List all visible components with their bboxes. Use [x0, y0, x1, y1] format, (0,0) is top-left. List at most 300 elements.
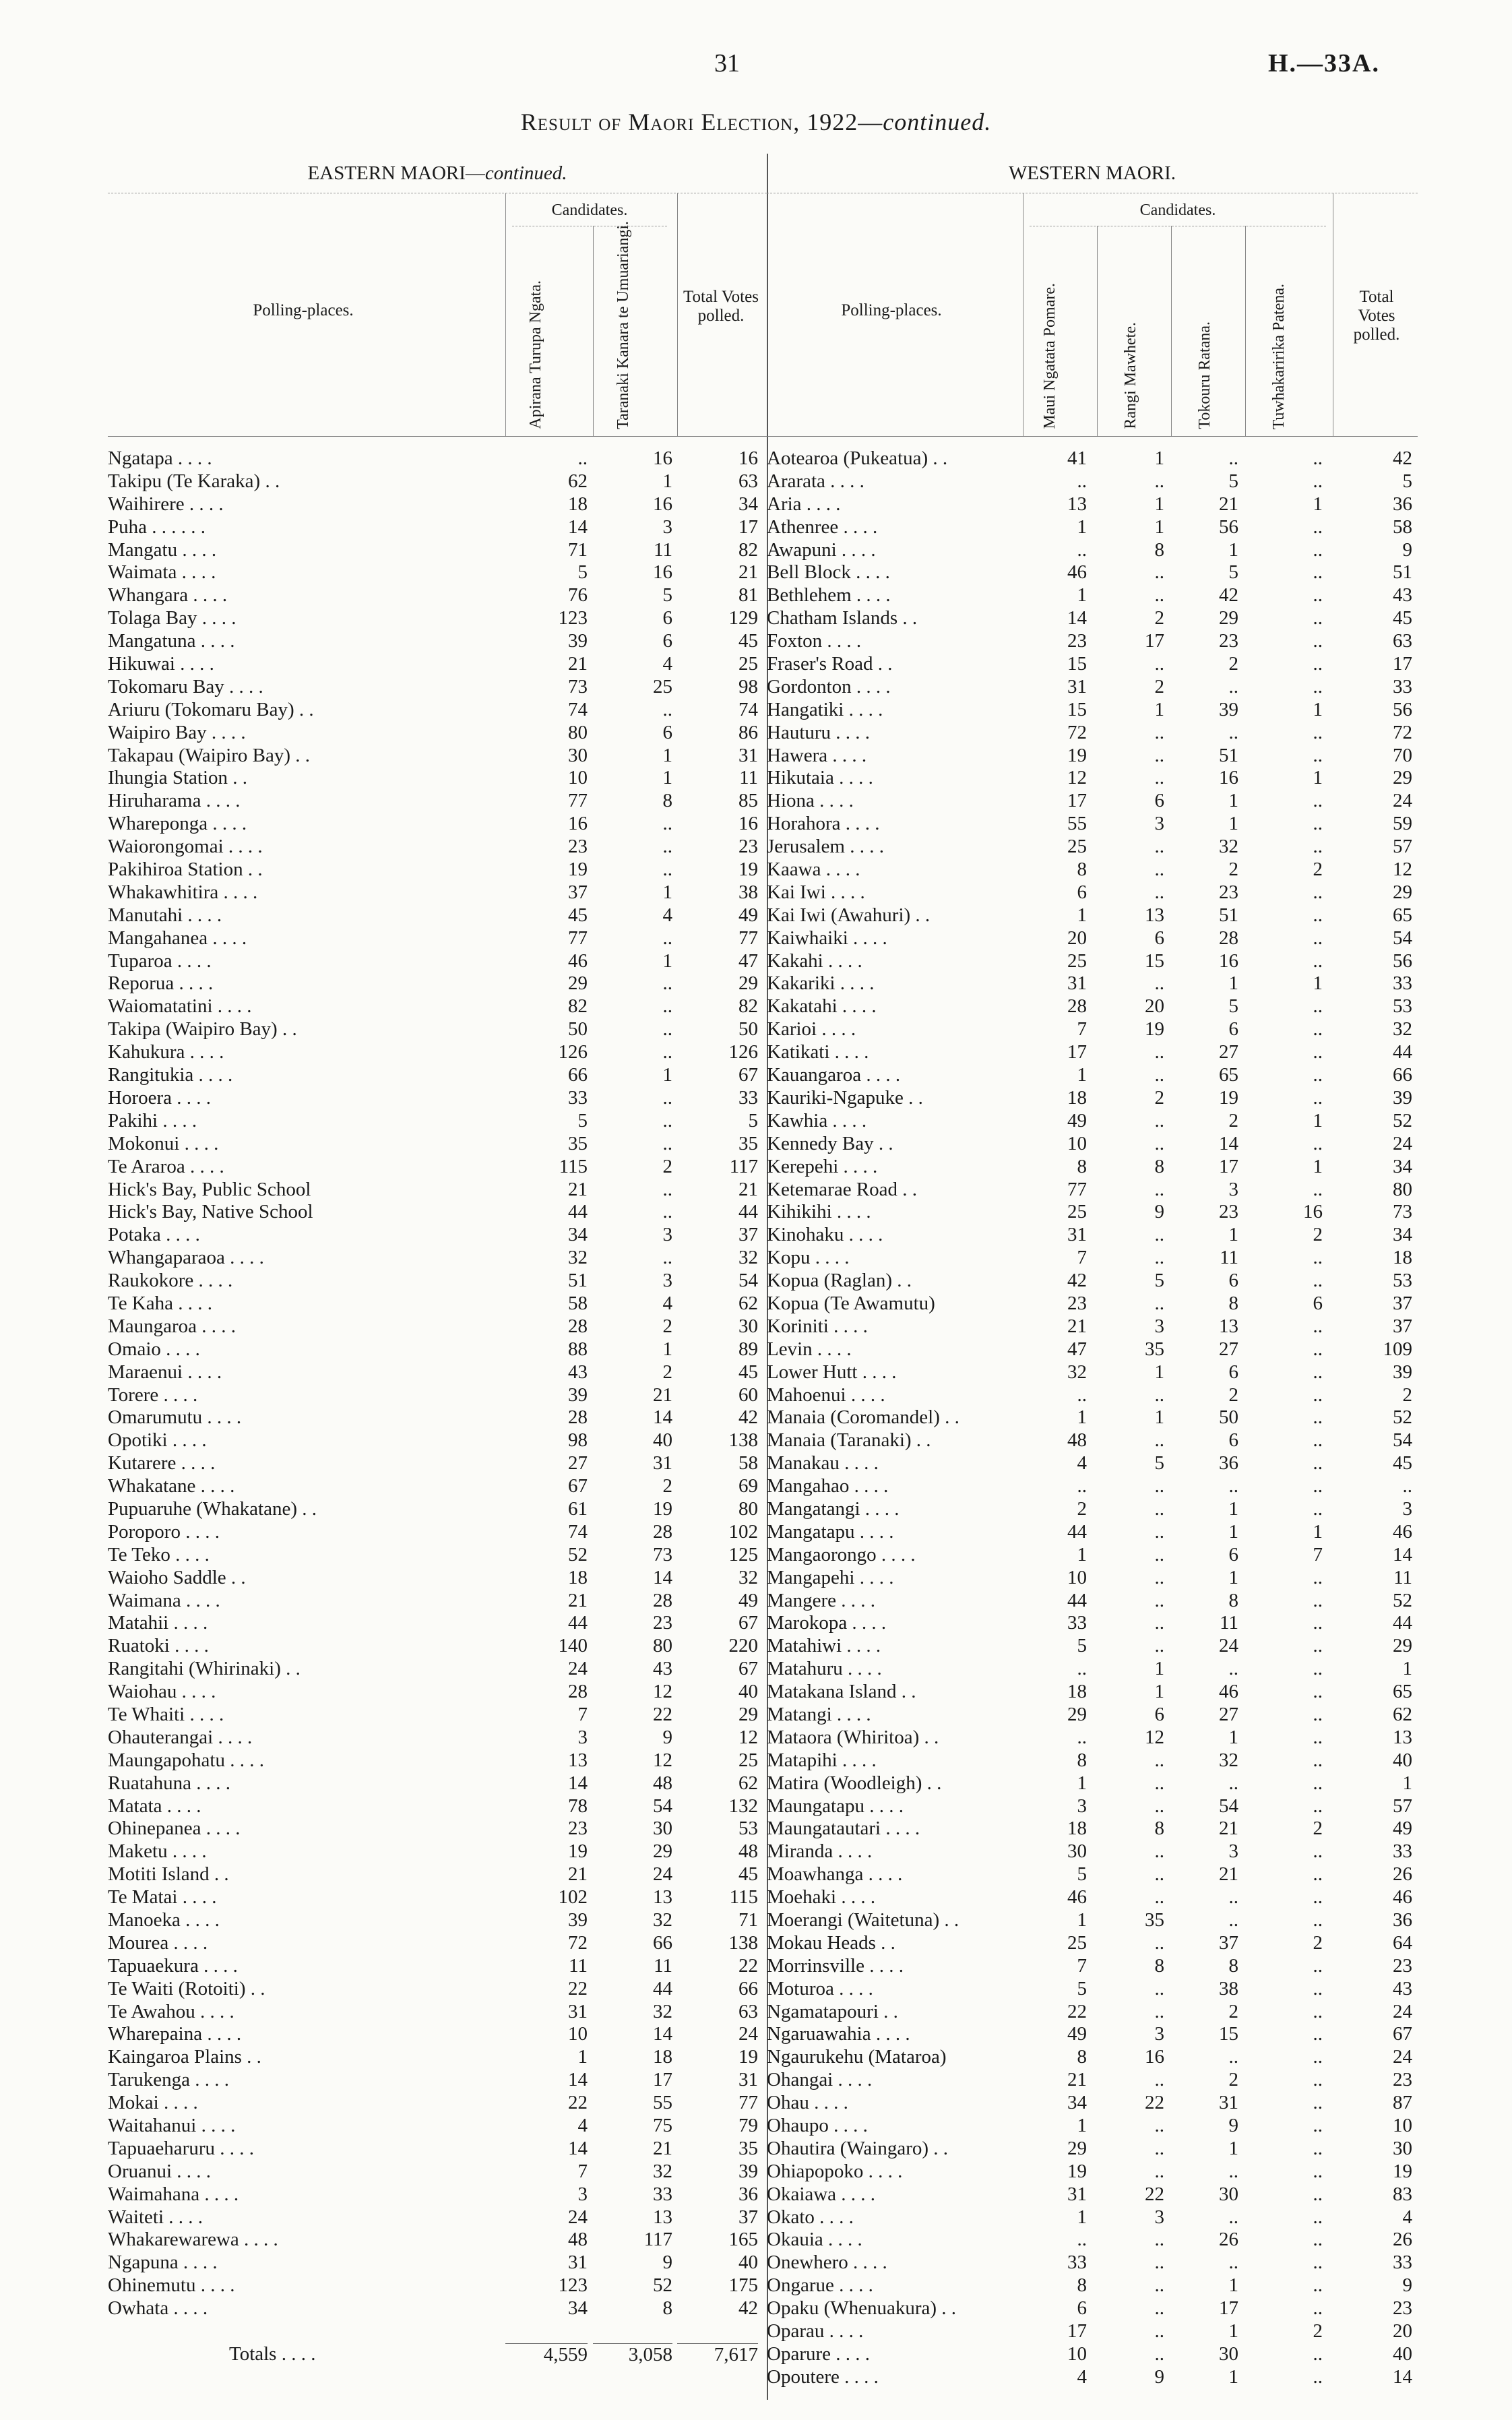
- vote-cell: ..: [1313, 1497, 1323, 1520]
- polling-place-name: Kai Iwi . . . .: [767, 881, 865, 903]
- polling-place-name: Owhata . . . .: [108, 2297, 208, 2320]
- vote-cell: 5: [1077, 1977, 1087, 1999]
- vote-cell: 2: [662, 1475, 672, 1497]
- vote-cell: ..: [1154, 1132, 1164, 1154]
- polling-place-name: Katikati . . . .: [767, 1041, 869, 1063]
- total-votes-cell: 115: [729, 1886, 758, 1909]
- table-row: [767, 1590, 1418, 1613]
- vote-cell: 31: [568, 2000, 588, 2022]
- eastern-polling-table: [108, 447, 767, 2320]
- western-candidates-label: Candidates.: [1139, 201, 1216, 219]
- vote-cell: 4: [662, 1292, 672, 1314]
- table-row: [108, 2274, 767, 2297]
- vote-cell: 32: [653, 2160, 672, 2182]
- table-row: [767, 1818, 1418, 1840]
- polling-place-name: Maketu . . . .: [108, 1840, 207, 1863]
- vote-cell: ..: [1313, 1954, 1323, 1977]
- vote-cell: 33: [568, 1086, 588, 1109]
- table-row: [108, 972, 767, 995]
- table-row: [767, 2183, 1418, 2206]
- table-row: [108, 859, 767, 881]
- vote-cell: 66: [568, 1064, 588, 1086]
- table-row: [108, 1406, 767, 1429]
- vote-cell: 11: [654, 538, 672, 561]
- table-row: [108, 836, 767, 859]
- vote-cell: ..: [662, 972, 672, 995]
- total-votes-cell: 48: [738, 1840, 758, 1863]
- total-votes-cell: 19: [1393, 2160, 1412, 2182]
- western-heading: WESTERN MAORI.: [767, 154, 1418, 193]
- vote-cell: 18: [568, 1566, 588, 1588]
- vote-cell: ..: [1313, 516, 1323, 538]
- table-row: [767, 1384, 1418, 1407]
- table-row: [767, 1293, 1418, 1315]
- polling-place-name: Matira (Woodleigh) . .: [767, 1772, 942, 1794]
- vote-cell: 1: [577, 2046, 588, 2068]
- vote-cell: ..: [1313, 2274, 1323, 2297]
- vote-cell: 29: [1067, 1703, 1087, 1725]
- total-votes-cell: 49: [738, 1589, 758, 1611]
- table-row: [108, 1110, 767, 1133]
- vote-cell: 15: [1145, 950, 1164, 972]
- total-votes-cell: 47: [738, 950, 758, 972]
- vote-cell: 21: [1219, 493, 1238, 515]
- total-votes-cell: 66: [738, 1977, 758, 1999]
- vote-cell: 27: [568, 1452, 588, 1475]
- polling-place-name: Aria . . . .: [767, 493, 841, 515]
- total-votes-cell: 38: [738, 881, 758, 903]
- vote-cell: ..: [1313, 1612, 1323, 1634]
- polling-place-name: Aotearoa (Pukeatua) . .: [767, 447, 948, 469]
- table-row: [767, 1772, 1418, 1795]
- vote-cell: 8: [1228, 1954, 1238, 1977]
- polling-place-name: Jerusalem . . . .: [767, 836, 884, 858]
- table-row: [767, 859, 1418, 881]
- vote-cell: 8: [1077, 1155, 1087, 1177]
- vote-cell: 58: [568, 1292, 588, 1314]
- vote-cell: 19: [1219, 1086, 1238, 1109]
- vote-cell: 11: [654, 1954, 672, 1977]
- table-row: [767, 1544, 1418, 1567]
- total-votes-cell: 129: [728, 607, 758, 629]
- vote-cell: ..: [1228, 675, 1238, 697]
- table-row: [108, 1521, 767, 1544]
- vote-cell: ..: [662, 1041, 672, 1063]
- total-votes-cell: 35: [738, 2137, 758, 2159]
- vote-cell: 18: [653, 2046, 672, 2068]
- vote-cell: 23: [1219, 1201, 1238, 1223]
- total-votes-cell: 11: [1393, 1566, 1412, 1588]
- vote-cell: 56: [1219, 516, 1238, 538]
- total-votes-cell: 5: [748, 1109, 758, 1131]
- polling-place-name: Levin . . . .: [767, 1338, 852, 1360]
- polling-place-name: Opoutere . . . .: [767, 2365, 879, 2388]
- vote-cell: 8: [1154, 1155, 1164, 1177]
- vote-cell: 14: [653, 1566, 672, 1588]
- polling-place-name: Ngapuna . . . .: [108, 2252, 218, 2274]
- polling-place-name: Kakahi . . . .: [767, 950, 862, 972]
- vote-cell: 8: [1154, 538, 1164, 561]
- table-row: [108, 1429, 767, 1452]
- table-row: [767, 584, 1418, 607]
- polling-place-name: Te Kaha . . . .: [108, 1292, 212, 1314]
- vote-cell: 2: [1313, 1818, 1323, 1840]
- total-votes-cell: 42: [738, 1406, 758, 1429]
- table-row: [108, 1087, 767, 1110]
- vote-cell: ..: [1154, 1475, 1164, 1497]
- eastern-maori-section: [108, 154, 767, 2400]
- vote-cell: 30: [653, 1818, 672, 1840]
- table-row: [767, 972, 1418, 995]
- table-row: [108, 950, 767, 973]
- vote-cell: 16: [1145, 2046, 1164, 2068]
- total-votes-cell: 102: [728, 1520, 758, 1543]
- vote-cell: 6: [1313, 1292, 1323, 1314]
- vote-cell: 18: [1067, 1681, 1087, 1703]
- vote-cell: ..: [1228, 2046, 1238, 2068]
- vote-cell: ..: [1228, 1475, 1238, 1497]
- vote-cell: 1: [1077, 1772, 1087, 1794]
- vote-cell: ..: [1154, 1566, 1164, 1588]
- vote-cell: 23: [1219, 881, 1238, 903]
- vote-cell: 2: [1228, 653, 1238, 675]
- vote-cell: 25: [1067, 1201, 1087, 1223]
- total-votes-cell: 18: [1393, 1247, 1412, 1269]
- vote-cell: 32: [1067, 1361, 1087, 1383]
- vote-cell: 1: [1077, 2206, 1087, 2228]
- table-row: [108, 995, 767, 1018]
- total-votes-cell: 59: [1393, 813, 1412, 835]
- vote-cell: 6: [662, 721, 672, 743]
- table-row: [108, 676, 767, 699]
- vote-cell: 13: [653, 1886, 672, 1909]
- vote-cell: 46: [1219, 1681, 1238, 1703]
- vote-cell: ..: [1313, 470, 1323, 492]
- table-row: [108, 2183, 767, 2206]
- total-votes-cell: 67: [1393, 2023, 1412, 2045]
- table-row: [767, 1498, 1418, 1521]
- eastern-total-votes-label: Total Votes polled.: [683, 288, 759, 325]
- vote-cell: 7: [577, 1703, 588, 1725]
- total-votes-cell: 44: [1393, 1612, 1412, 1634]
- total-votes-cell: 32: [738, 1247, 758, 1269]
- table-row: [767, 1429, 1418, 1452]
- vote-cell: ..: [1154, 859, 1164, 881]
- vote-cell: ..: [1313, 2023, 1323, 2045]
- vote-cell: 30: [1219, 2183, 1238, 2205]
- vote-cell: ..: [1077, 1726, 1087, 1748]
- vote-cell: 28: [1067, 995, 1087, 1018]
- vote-cell: 33: [653, 2183, 672, 2205]
- table-row: [767, 1840, 1418, 1863]
- total-votes-cell: 23: [1393, 2069, 1412, 2091]
- vote-cell: 10: [1067, 1132, 1087, 1154]
- vote-cell: 19: [568, 859, 588, 881]
- vote-cell: 20: [1067, 927, 1087, 949]
- vote-cell: ..: [1313, 744, 1323, 766]
- vote-cell: ..: [1154, 1863, 1164, 1886]
- totals-cell: 4,559: [505, 2343, 588, 2367]
- polling-place-name: Hick's Bay, Native School: [108, 1201, 313, 1223]
- vote-cell: ..: [1313, 2206, 1323, 2228]
- table-row: [108, 1270, 767, 1293]
- total-votes-cell: 117: [729, 1155, 758, 1177]
- total-votes-cell: 37: [1393, 1292, 1412, 1314]
- table-row: [767, 2343, 1418, 2366]
- table-row: [767, 1315, 1418, 1338]
- table-row: [108, 1886, 767, 1909]
- table-row: [767, 790, 1418, 813]
- vote-cell: 76: [568, 584, 588, 607]
- vote-cell: 34: [568, 2297, 588, 2320]
- vote-cell: ..: [1313, 904, 1323, 926]
- vote-cell: 32: [653, 2000, 672, 2022]
- vote-cell: 51: [1219, 744, 1238, 766]
- vote-cell: 1: [1077, 1543, 1087, 1565]
- total-votes-cell: 19: [738, 859, 758, 881]
- vote-cell: 31: [568, 2252, 588, 2274]
- vote-cell: 1: [1228, 1726, 1238, 1748]
- vote-cell: 16: [653, 493, 672, 515]
- vote-cell: 123: [558, 607, 588, 629]
- total-votes-cell: 52: [1393, 1589, 1412, 1611]
- polling-place-name: Ariuru (Tokomaru Bay) . .: [108, 698, 314, 720]
- total-votes-cell: 26: [1393, 1863, 1412, 1886]
- table-row: [767, 1612, 1418, 1635]
- vote-cell: ..: [1313, 538, 1323, 561]
- total-votes-cell: 52: [1393, 1109, 1412, 1131]
- polling-place-name: Okauia . . . .: [767, 2229, 862, 2251]
- total-votes-cell: 60: [738, 1384, 758, 1406]
- table-row: [108, 1293, 767, 1315]
- total-votes-cell: 30: [738, 1315, 758, 1337]
- vote-cell: ..: [1228, 2252, 1238, 2274]
- total-votes-cell: 69: [738, 1475, 758, 1497]
- eastern-candidates-label: Candidates.: [551, 201, 628, 219]
- table-row: [767, 2023, 1418, 2046]
- vote-cell: ..: [1313, 2343, 1323, 2365]
- vote-cell: 6: [1228, 1270, 1238, 1292]
- polling-place-name: Torere . . . .: [108, 1384, 198, 1406]
- polling-place-name: Mokau Heads . .: [767, 1931, 895, 1954]
- table-row: [767, 904, 1418, 927]
- vote-cell: 8: [1077, 859, 1087, 881]
- table-row: [108, 2229, 767, 2252]
- vote-cell: 1: [1077, 1064, 1087, 1086]
- vote-cell: 115: [559, 1155, 588, 1177]
- vote-cell: 27: [1219, 1338, 1238, 1360]
- vote-cell: 9: [662, 1726, 672, 1748]
- polling-place-name: Mangatapu . . . .: [767, 1520, 894, 1543]
- table-row: [108, 1795, 767, 1818]
- vote-cell: 32: [568, 1247, 588, 1269]
- table-row: [108, 630, 767, 653]
- total-votes-cell: 77: [738, 927, 758, 949]
- western-candidate-name: Rangi Mawhete.: [1122, 322, 1139, 429]
- total-votes-cell: 45: [738, 1863, 758, 1886]
- vote-cell: 1: [1077, 1909, 1087, 1931]
- vote-cell: 4: [577, 2115, 588, 2137]
- vote-cell: 16: [653, 447, 672, 469]
- vote-cell: ..: [1154, 1292, 1164, 1314]
- eastern-totals-row: [108, 2343, 767, 2366]
- vote-cell: ..: [1313, 1840, 1323, 1863]
- vote-cell: 6: [1154, 790, 1164, 812]
- vote-cell: ..: [1154, 1384, 1164, 1406]
- total-votes-cell: 34: [738, 493, 758, 515]
- vote-cell: ..: [1313, 630, 1323, 652]
- table-row: [767, 1224, 1418, 1247]
- table-row: [108, 1658, 767, 1681]
- total-votes-cell: 40: [1393, 1749, 1412, 1771]
- polling-place-name: Tuparoa . . . .: [108, 950, 212, 972]
- vote-cell: 13: [653, 2206, 672, 2228]
- total-votes-cell: 4: [1402, 2206, 1412, 2228]
- vote-cell: ..: [1228, 1909, 1238, 1931]
- polling-place-name: Mangaorongo . . . .: [767, 1543, 916, 1565]
- polling-place-name: Rangitukia . . . .: [108, 1064, 233, 1086]
- vote-cell: 17: [1145, 630, 1164, 652]
- table-row: [108, 2161, 767, 2183]
- vote-cell: ..: [1313, 995, 1323, 1018]
- vote-cell: ..: [1154, 1749, 1164, 1771]
- vote-cell: 82: [568, 995, 588, 1018]
- total-votes-cell: 12: [738, 1726, 758, 1748]
- polling-place-name: Manaia (Coromandel) . .: [767, 1406, 959, 1429]
- polling-place-name: Moehaki . . . .: [767, 1886, 876, 1909]
- polling-place-name: Ngatapa . . . .: [108, 447, 212, 469]
- total-votes-cell: 16: [738, 813, 758, 835]
- vote-cell: 44: [568, 1201, 588, 1223]
- vote-cell: ..: [1313, 1429, 1323, 1452]
- vote-cell: ..: [1313, 721, 1323, 743]
- table-row: [108, 1704, 767, 1727]
- polling-place-name: Mataora (Whiritoa) . .: [767, 1726, 939, 1748]
- polling-place-name: Okato . . . .: [767, 2206, 854, 2228]
- polling-place-name: Awapuni . . . .: [767, 538, 876, 561]
- table-row: [108, 1612, 767, 1635]
- vote-cell: 10: [568, 767, 588, 789]
- total-votes-cell: 1: [1402, 1772, 1412, 1794]
- vote-cell: 16: [1219, 950, 1238, 972]
- table-row: [108, 1018, 767, 1041]
- table-row: [108, 767, 767, 790]
- polling-place-name: Ohaupo . . . .: [767, 2115, 868, 2137]
- vote-cell: ..: [1313, 1658, 1323, 1680]
- total-votes-cell: 62: [738, 1772, 758, 1794]
- vote-cell: 32: [1219, 1749, 1238, 1771]
- vote-cell: 65: [1219, 1064, 1238, 1086]
- table-row: [108, 2001, 767, 2024]
- vote-cell: 1: [662, 744, 672, 766]
- vote-cell: 2: [1154, 607, 1164, 629]
- polling-place-name: Ongarue . . . .: [767, 2274, 873, 2297]
- total-votes-cell: 81: [738, 584, 758, 607]
- vote-cell: ..: [1313, 2069, 1323, 2091]
- vote-cell: ..: [662, 1247, 672, 1269]
- table-row: [108, 1315, 767, 1338]
- western-candidate-header: [1265, 234, 1292, 429]
- table-row: [108, 881, 767, 904]
- total-votes-cell: 86: [738, 721, 758, 743]
- eastern-polling-places-label: Polling-places.: [253, 301, 354, 319]
- polling-place-name: Mangatuna . . . .: [108, 630, 235, 652]
- column-rule: [677, 193, 678, 436]
- vote-cell: ..: [1313, 1977, 1323, 1999]
- vote-cell: ..: [1313, 447, 1323, 469]
- table-row: [767, 2046, 1418, 2069]
- western-polling-places-label: Polling-places.: [841, 301, 942, 319]
- polling-place-name: Tolaga Bay . . . .: [108, 607, 237, 629]
- vote-cell: 44: [1067, 1589, 1087, 1611]
- table-row: [767, 653, 1418, 676]
- vote-cell: ..: [1313, 1247, 1323, 1269]
- total-votes-cell: 56: [1393, 950, 1412, 972]
- vote-cell: 10: [1067, 1566, 1087, 1588]
- vote-cell: 36: [1219, 1452, 1238, 1475]
- polling-place-name: Oparure . . . .: [767, 2343, 871, 2365]
- table-row: [108, 539, 767, 562]
- vote-cell: ..: [1154, 1795, 1164, 1817]
- vote-cell: 22: [568, 1977, 588, 1999]
- total-votes-cell: 23: [738, 836, 758, 858]
- vote-cell: 13: [568, 1749, 588, 1771]
- total-votes-cell: 33: [1393, 2252, 1412, 2274]
- table-row: [108, 2069, 767, 2092]
- vote-cell: 3: [662, 1224, 672, 1246]
- western-candidate-header: [1036, 234, 1063, 429]
- vote-cell: 24: [568, 1658, 588, 1680]
- eastern-heading: [108, 154, 767, 193]
- polling-place-name: Matahii . . . .: [108, 1612, 208, 1634]
- vote-cell: 4: [662, 653, 672, 675]
- vote-cell: 1: [662, 881, 672, 903]
- vote-cell: 19: [1067, 2160, 1087, 2182]
- table-row: [108, 2297, 767, 2320]
- vote-cell: ..: [1154, 2137, 1164, 2159]
- total-votes-cell: 53: [1393, 1270, 1412, 1292]
- table-row: [108, 1863, 767, 1886]
- vote-cell: 1: [1228, 2365, 1238, 2388]
- polling-place-name: Waihirere . . . .: [108, 493, 224, 515]
- total-votes-cell: 49: [1393, 1818, 1412, 1840]
- vote-cell: 35: [1145, 1338, 1164, 1360]
- vote-cell: 17: [1067, 2320, 1087, 2343]
- eastern-candidate-header: [522, 234, 549, 429]
- table-row: [108, 2046, 767, 2069]
- polling-place-name: Manakau . . . .: [767, 1452, 879, 1475]
- table-row: [767, 2366, 1418, 2389]
- vote-cell: ..: [662, 927, 672, 949]
- table-row: [767, 516, 1418, 539]
- polling-place-name: Mangahanea . . . .: [108, 927, 247, 949]
- vote-cell: 49: [1067, 1109, 1087, 1131]
- total-votes-cell: 57: [1393, 1795, 1412, 1817]
- vote-cell: 72: [568, 1931, 588, 1954]
- vote-cell: ..: [1313, 950, 1323, 972]
- total-votes-cell: 63: [738, 2000, 758, 2022]
- vote-cell: 14: [1219, 1132, 1238, 1154]
- total-votes-cell: 12: [1393, 859, 1412, 881]
- vote-cell: 61: [568, 1497, 588, 1520]
- vote-cell: ..: [1154, 881, 1164, 903]
- vote-cell: 42: [1219, 584, 1238, 607]
- vote-cell: 48: [653, 1772, 672, 1794]
- vote-cell: ..: [1228, 447, 1238, 469]
- total-votes-cell: 24: [738, 2023, 758, 2045]
- total-votes-cell: 3: [1402, 1497, 1412, 1520]
- vote-cell: 28: [653, 1520, 672, 1543]
